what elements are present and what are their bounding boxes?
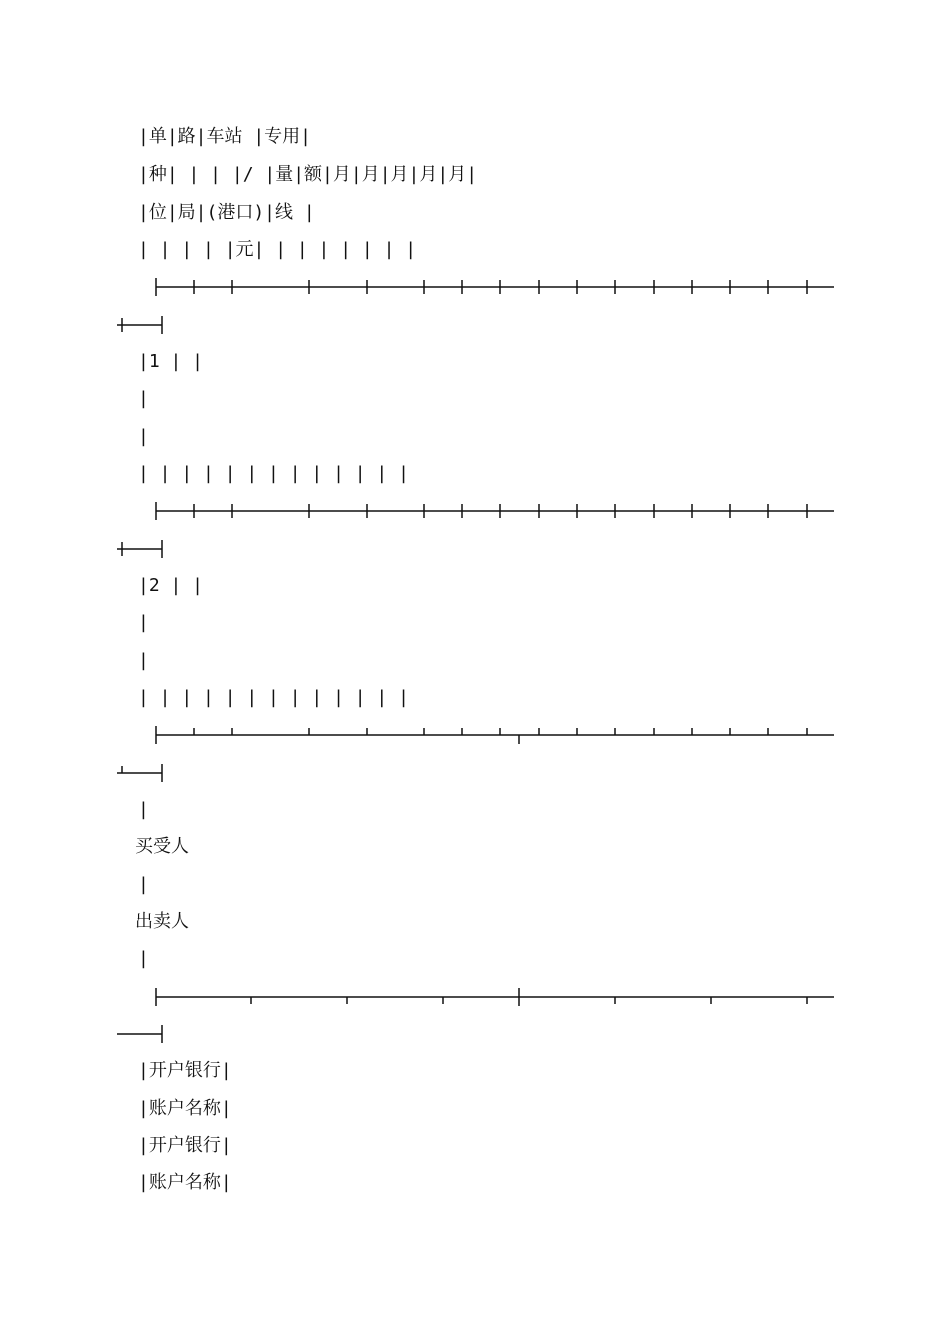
party-bar-3: | <box>138 948 149 969</box>
table-rule-3 <box>0 720 950 750</box>
table-rule-1-wrap <box>0 310 950 340</box>
row-2-blank-b: | <box>138 650 149 671</box>
buyer-label: 买受人 <box>135 836 189 857</box>
header-row-2: |种| | | |/ |量|额|月|月|月|月|月| <box>138 164 478 185</box>
table-rule-4 <box>0 982 950 1012</box>
header-row-4: | | | | |元| | | | | | | | <box>138 239 417 260</box>
seller-account-name-row: |账户名称| <box>138 1172 232 1193</box>
table-rule-3-wrap <box>0 758 950 788</box>
seller-label: 出卖人 <box>135 911 189 932</box>
row-2-cells: | | | | | | | | | | | | | <box>138 687 409 708</box>
row-2-blank-a: | <box>138 612 149 633</box>
row-1-cells: | | | | | | | | | | | | | <box>138 463 409 484</box>
row-1-blank-b: | <box>138 426 149 447</box>
table-rule-2 <box>0 496 950 526</box>
table-rule-1 <box>0 272 950 302</box>
party-bar-1: | <box>138 799 149 820</box>
buyer-bank-row: |开户银行| <box>138 1060 232 1081</box>
party-bar-2: | <box>138 874 149 895</box>
header-row-1: |单|路|车站 |专用| <box>138 126 312 147</box>
buyer-account-name-row: |账户名称| <box>138 1098 232 1119</box>
row-1-blank-a: | <box>138 388 149 409</box>
header-row-3: |位|局|(港口)|线 | <box>138 202 315 223</box>
row-2-label: |2 | | <box>138 575 204 596</box>
seller-bank-row: |开户银行| <box>138 1135 232 1156</box>
row-1-label: |1 | | <box>138 351 204 372</box>
table-rule-4-wrap <box>0 1019 950 1049</box>
table-rule-2-wrap <box>0 534 950 564</box>
